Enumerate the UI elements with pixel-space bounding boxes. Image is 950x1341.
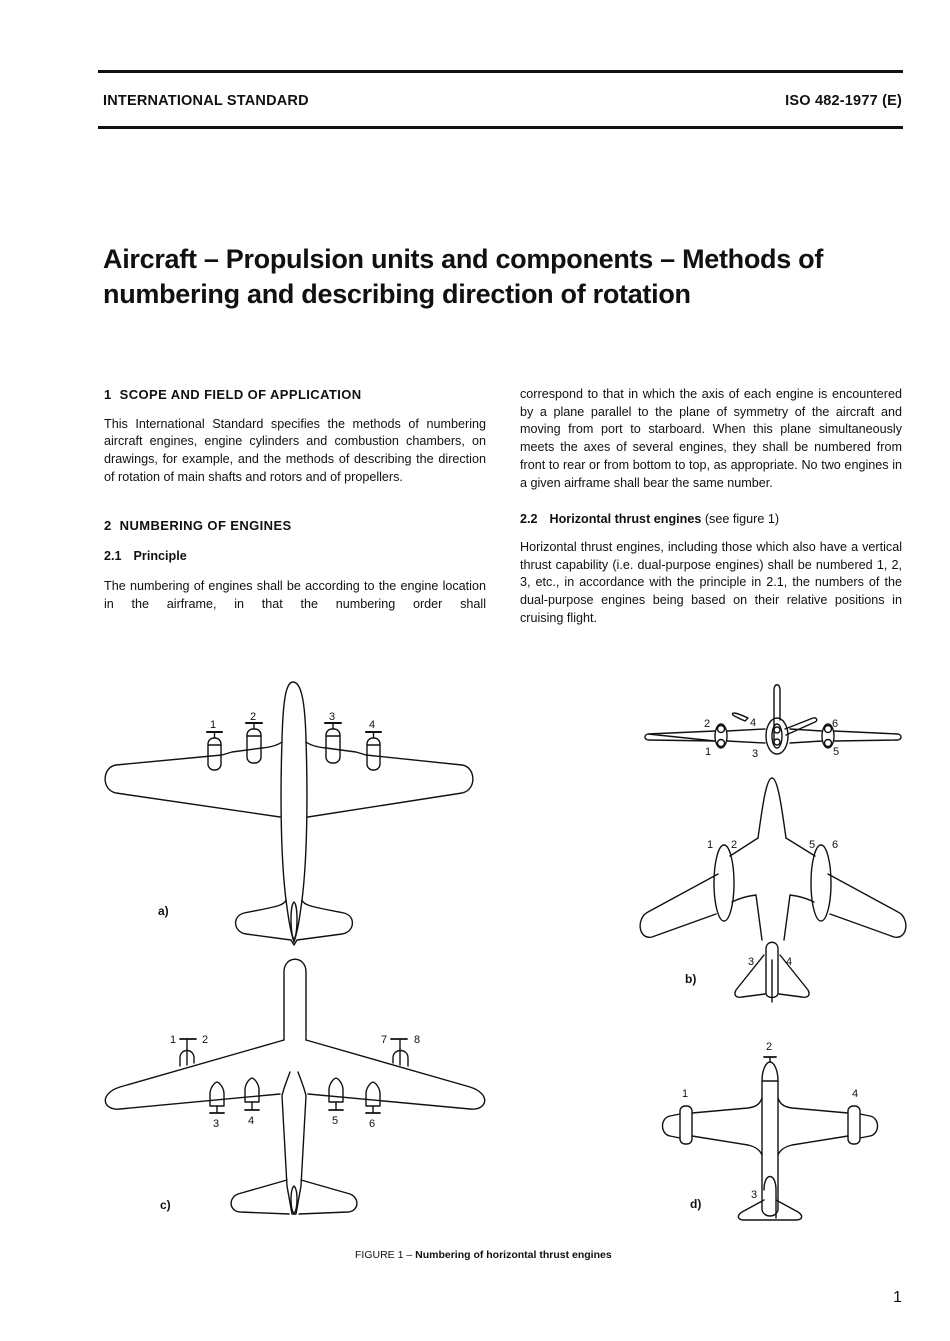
front-view-label-5: 5	[833, 746, 840, 758]
engine-label-c3: 3	[213, 1118, 220, 1130]
section-2-1-body-continued: correspond to that in which the axis of each engine is encountered by a plane parallel to the plane of symmetry of the aircraft and moving from port to starboard. When this plane simultaneously meets the axes of several engines, they shall be numbered from front to rear or from bottom to top, as appropriate. No two engines in a given airframe shall bear the same number.	[520, 387, 902, 490]
figure-1-caption-title: Numbering of horizontal thrust engines	[415, 1249, 612, 1261]
engine-pair-c-7-8	[391, 1039, 408, 1066]
engine-nacelle-c4	[245, 1078, 259, 1110]
section-2-heading: 2 NUMBERING OF ENGINES	[104, 517, 292, 533]
engine-label-c4: 4	[248, 1115, 255, 1127]
figure-1-caption-prefix: FIGURE 1 –	[355, 1249, 416, 1261]
document-title-line-2: numbering and describing direction of rotation	[103, 279, 691, 309]
engine-label-b3: 3	[748, 956, 755, 968]
engine-label-d4: 4	[852, 1088, 859, 1100]
engine-label-a3: 3	[329, 711, 336, 723]
front-view-label-2: 2	[704, 718, 711, 730]
running-header-left: INTERNATIONAL STANDARD	[103, 93, 309, 109]
engine-label-b5: 5	[809, 839, 816, 851]
engine-nacelle-a4	[366, 732, 381, 770]
section-2-2-number: 2.2	[520, 512, 538, 527]
engine-pair-c-1-2	[180, 1039, 196, 1066]
engine-label-b6: 6	[832, 839, 839, 851]
front-view-label-6: 6	[832, 718, 839, 730]
engine-nacelle-c6	[366, 1082, 380, 1113]
engine-nacelle-c3	[210, 1082, 224, 1113]
front-view-label-1: 1	[705, 746, 712, 758]
engine-label-a4: 4	[369, 719, 376, 731]
section-1-body: This International Standard specifies the methods of numbering aircraft engines, engine cylinders and combustion chambers, on drawings, for example, and the methods of describing the direction of rotation of main shafts and rotors and of propellers.	[104, 416, 486, 484]
engine-nacelle-a2	[246, 723, 262, 763]
section-2-1-title: Principle	[133, 549, 187, 564]
panel-label-a: a)	[158, 904, 169, 918]
engine-label-c2: 2	[202, 1034, 209, 1046]
engine-label-a1: 1	[210, 719, 217, 731]
front-view-label-4: 4	[750, 717, 757, 729]
section-2-2-title: Horizontal thrust engines	[549, 512, 702, 527]
running-header-right: ISO 482-1977 (E)	[785, 93, 902, 109]
engine-label-b1: 1	[707, 839, 714, 851]
section-2-2-figure-ref: (see figure 1)	[704, 512, 780, 527]
aircraft-b-plan-view	[640, 778, 906, 1002]
front-view-label-3: 3	[752, 748, 759, 760]
engine-label-b4: 4	[786, 956, 793, 968]
engine-label-d2: 2	[766, 1041, 773, 1053]
page-number: 1	[893, 1289, 902, 1306]
panel-label-c: c)	[160, 1198, 171, 1212]
engine-label-a2: 2	[250, 711, 257, 723]
figure-1-caption	[355, 1249, 612, 1261]
engine-label-b2: 2	[731, 839, 738, 851]
engine-label-d1: 1	[682, 1088, 689, 1100]
engine-label-c6: 6	[369, 1118, 376, 1130]
panel-label-b: b)	[685, 972, 697, 986]
engine-label-c5: 5	[332, 1115, 339, 1127]
engine-nacelle-c5	[329, 1078, 343, 1110]
aircraft-c-diagram	[105, 959, 484, 1214]
section-1-heading: 1 SCOPE AND FIELD OF APPLICATION	[104, 387, 362, 402]
section-2-2-body: Horizontal thrust engines, including those which also have a vertical thrust capability (i.e. dual-purpose engines) shall be numbered 1, 2, 3, etc., in accordance with the principle in 2.1, the numbers of the dual-purpose engines being based on their relative positions in cruising flight.	[520, 539, 902, 625]
engine-label-c7: 7	[381, 1034, 388, 1046]
engine-label-c1: 1	[170, 1034, 177, 1046]
aircraft-b-front-view	[645, 685, 901, 754]
aircraft-d-diagram	[663, 1057, 878, 1220]
engine-nacelle-a1	[207, 732, 222, 770]
panel-label-d: d)	[690, 1197, 702, 1211]
section-2-1-number: 2.1	[104, 549, 122, 564]
engine-label-c8: 8	[414, 1034, 421, 1046]
section-2-1-body-start: The numbering of engines shall be according to the engine location in the airframe, in that the numbering order shall	[104, 578, 486, 611]
document-title-line-1: Aircraft – Propulsion units and components – Methods of	[103, 244, 824, 274]
engine-nacelle-a3	[325, 723, 341, 763]
engine-label-d3: 3	[751, 1189, 758, 1201]
